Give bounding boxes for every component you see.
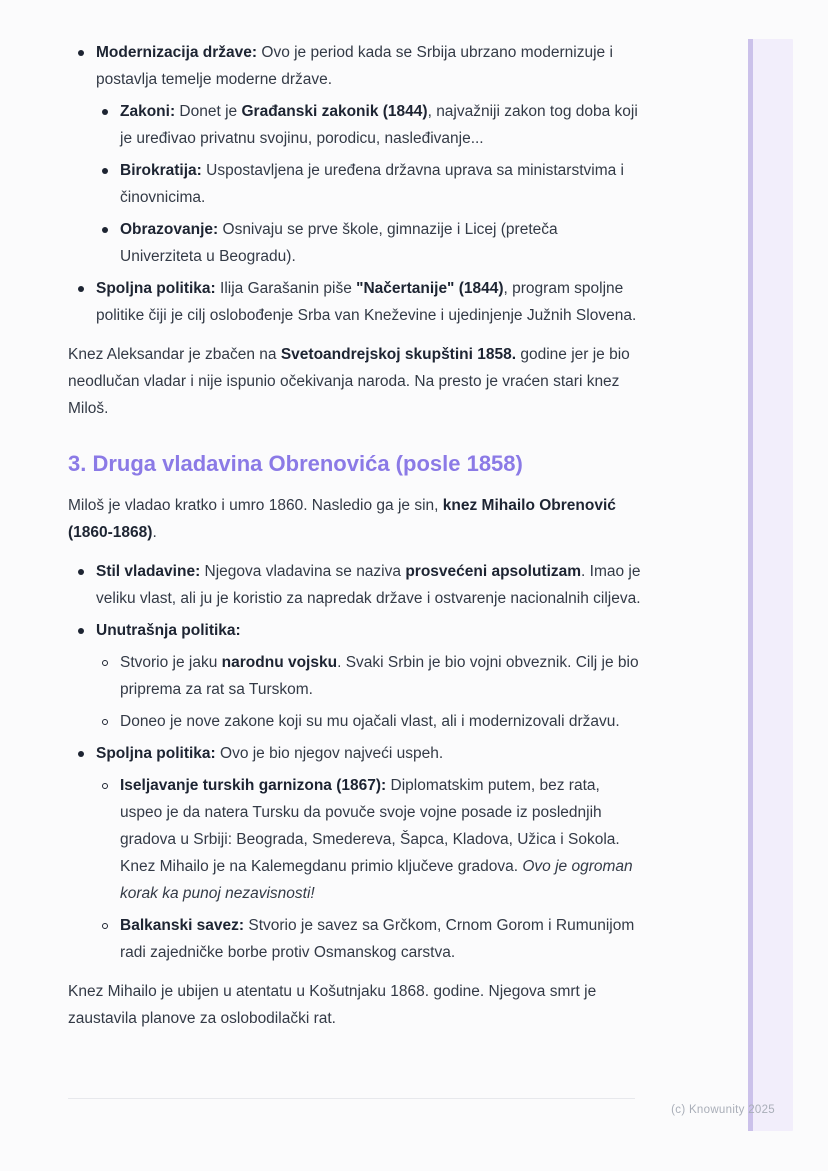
list-item <box>68 740 643 767</box>
text-run: Stvorio je savez sa Grčkom, Crnom Gorom i Rumunijom radi zajedničke borbe protiv Osmanskog carstva. <box>120 917 635 961</box>
text-run: . <box>152 524 157 541</box>
bold-run: narodnu vojsku <box>221 654 338 671</box>
text-run: . Svaki Srbin je bio vojni obveznik. Cilj je bio priprema za rat sa Turskom. <box>120 654 639 698</box>
list-item-text <box>96 745 443 762</box>
text-run: Miloš je vladao kratko i umro 1860. Nasledio ga je sin, <box>68 497 443 514</box>
list-item-text <box>96 622 241 639</box>
text-run: Knez Mihailo je ubijen u atentatu u Košutnjaku 1868. godine. Njegova smrt je zaustavila planove za oslobodilački rat. <box>68 983 597 1027</box>
bold-run: Iseljavanje turskih garnizona (1867): <box>120 777 387 794</box>
list-item <box>68 39 643 93</box>
text-run: Ovo je bio njegov najveći uspeh. <box>215 745 444 762</box>
bold-run: prosvećeni apsolutizam <box>405 563 582 580</box>
bullet-list <box>68 558 643 966</box>
list-item <box>92 98 643 152</box>
bold-run: Zakoni: <box>120 103 176 120</box>
bullet-circle-icon <box>102 660 108 666</box>
list-item <box>68 558 643 612</box>
side-scroll-edge[interactable] <box>748 39 753 1131</box>
bullet-circle-icon <box>102 783 108 789</box>
list-item-text <box>120 713 620 730</box>
list-item <box>92 649 643 703</box>
list-item <box>92 708 643 735</box>
paragraph <box>68 978 643 1032</box>
list-item-text <box>96 563 641 607</box>
bullet-disc-icon <box>102 109 108 115</box>
bold-run: Stil vladavine: <box>96 563 201 580</box>
bold-run: knez Mihailo Obrenović (1860-1868) <box>68 497 616 541</box>
list-item-text <box>120 777 633 902</box>
footer-divider <box>68 1098 635 1099</box>
bold-run: Spoljna politika: <box>96 280 216 297</box>
list-item <box>92 912 643 966</box>
text-run: Stvorio je jaku <box>120 654 222 671</box>
text-run: Njegova vladavina se naziva <box>200 563 406 580</box>
side-scroll-track[interactable] <box>748 39 793 1131</box>
text-run: godine jer je bio neodlučan vladar i nije ispunio očekivanja naroda. Na presto je vraćen stari knez Miloš. <box>68 346 630 417</box>
bold-run: Svetoandrejskoj skupštini 1858. <box>280 346 517 363</box>
bold-run: Spoljna politika: <box>96 745 216 762</box>
bold-run: Unutrašnja politika: <box>96 622 241 639</box>
bold-run: "Načertanije" (1844) <box>356 280 504 297</box>
text-run: Donet je <box>175 103 242 120</box>
list-item-text <box>120 162 624 206</box>
section-heading: 3. Druga vladavina Obrenovića (posle 1858) <box>68 451 523 476</box>
bullet-circle-icon <box>102 923 108 929</box>
bullet-disc-icon <box>78 569 84 575</box>
copyright-watermark: (c) Knowunity 2025 <box>671 1104 775 1116</box>
text-run: Ovo je period kada se Srbija ubrzano modernizuje i postavlja temelje moderne države. <box>96 44 613 88</box>
bold-run: Obrazovanje: <box>120 221 219 238</box>
bold-run: Građanski zakonik (1844) <box>241 103 428 120</box>
paragraph <box>68 341 643 422</box>
bold-run: Modernizacija države: <box>96 44 258 61</box>
bold-run: Birokratija: <box>120 162 202 179</box>
list-item <box>92 157 643 211</box>
text-run: Ilija Garašanin piše <box>215 280 357 297</box>
bullet-list <box>68 39 643 329</box>
list-item-text <box>120 103 638 147</box>
paragraph <box>68 492 643 546</box>
list-item-text <box>120 917 634 961</box>
bold-run: Balkanski savez: <box>120 917 245 934</box>
bullet-disc-icon <box>78 751 84 757</box>
text-run: , program spoljne politike čiji je cilj oslobođenje Srba van Kneževine i ujedinjenje Južnih Slovena. <box>96 280 637 324</box>
list-item <box>92 772 643 907</box>
bullet-disc-icon <box>102 227 108 233</box>
list-item <box>68 275 643 329</box>
list-item <box>92 216 643 270</box>
text-run: , najvažniji zakon tog doba koji je uređivao privatnu svojinu, porodicu, nasleđivanje... <box>120 103 638 147</box>
text-run: . Imao je veliku vlast, ali ju je koristio za napredak države i ostvarenje nacionalnih ciljeva. <box>96 563 641 607</box>
text-run: Uspostavljena je uređena državna uprava sa ministarstvima i činovnicima. <box>120 162 624 206</box>
list-item <box>68 617 643 644</box>
text-run: Doneo je nove zakone koji su mu ojačali vlast, ali i modernizovali državu. <box>120 713 620 730</box>
text-run: Knez Aleksandar je zbačen na <box>68 346 281 363</box>
text-run: Diplomatskim putem, bez rata, uspeo je da natera Tursku da povuče svoje vojne posade iz poslednjih gradova u Srbiji: Beograda, Smedereva, Šapca, Kladova, Užica i Sokola. Knez Mihailo je na Kalemegdanu primio ključeve gradova. <box>120 777 620 875</box>
bullet-disc-icon <box>78 286 84 292</box>
bullet-disc-icon <box>102 168 108 174</box>
list-item-text <box>120 221 558 265</box>
list-item-text <box>96 280 636 324</box>
bullet-circle-icon <box>102 719 108 725</box>
bullet-disc-icon <box>78 50 84 56</box>
list-item-text <box>96 44 613 88</box>
bullet-disc-icon <box>78 628 84 634</box>
list-item-text <box>120 654 639 698</box>
document-content <box>68 27 643 1044</box>
italic-run: Ovo je ogroman korak ka punoj nezavisnosti! <box>120 858 633 902</box>
text-run: Osnivaju se prve škole, gimnazije i Licej (preteča Univerziteta u Beogradu). <box>120 221 558 265</box>
